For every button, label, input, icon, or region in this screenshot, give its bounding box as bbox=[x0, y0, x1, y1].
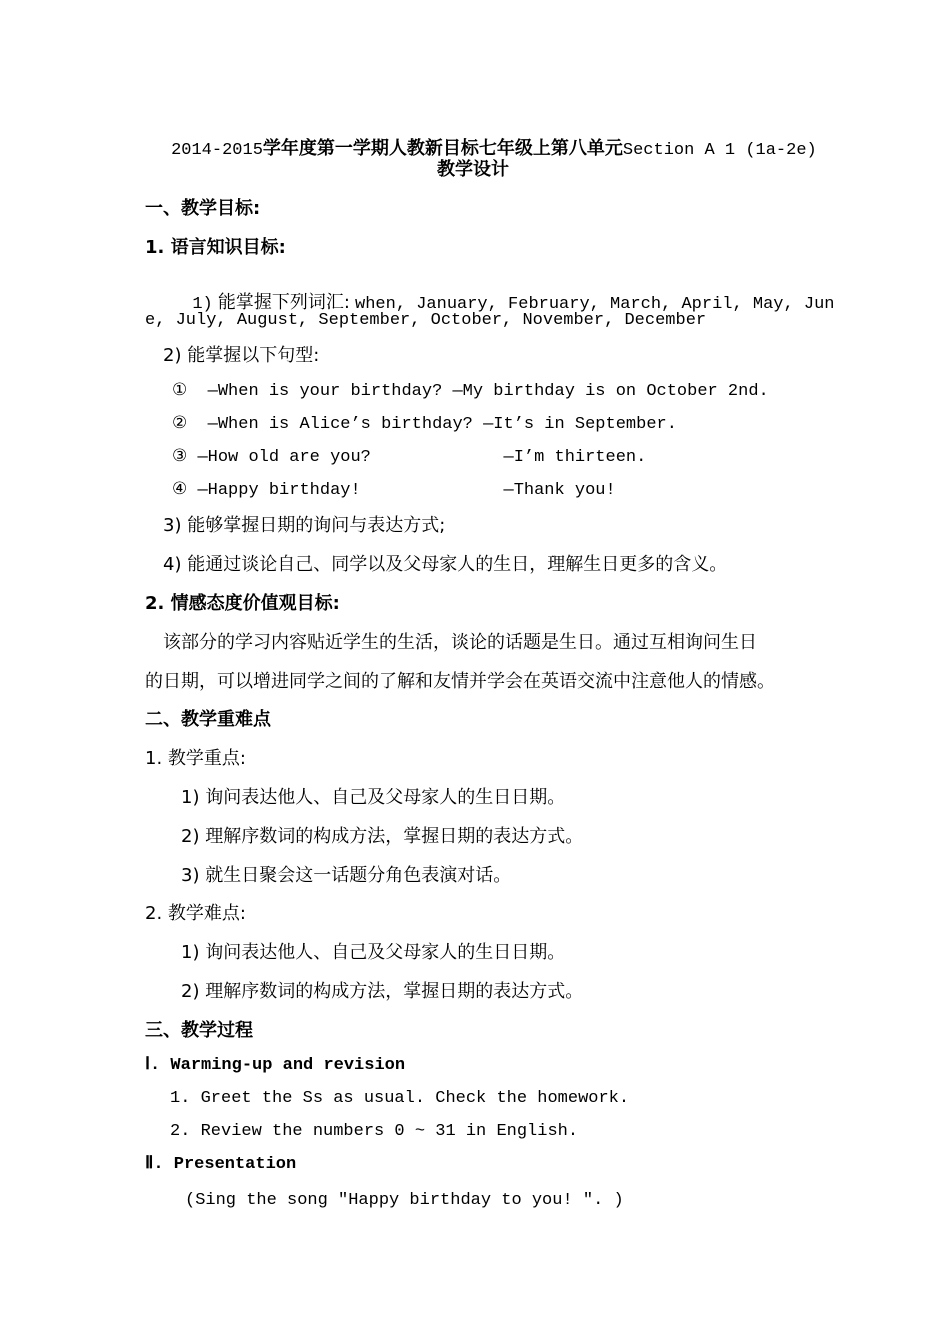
warmup-label: Ⅰ. Warming-up and revision bbox=[145, 1056, 406, 1075]
section-heading-objectives: 一、教学目标: bbox=[145, 198, 261, 219]
vocab-line-2: e, July, August, September, October, November, December bbox=[145, 311, 707, 330]
sentence-pattern-3: ③ —How old are you? —I’m thirteen. bbox=[172, 448, 647, 467]
key-point-1: 1) 询问表达他人、自己及父母家人的生日日期。 bbox=[181, 787, 566, 808]
presentation-song-line: (Sing the song "Happy birthday to you! ". ) bbox=[185, 1191, 624, 1210]
vocab-number: 1) bbox=[192, 295, 213, 314]
key-point-2: 2) 理解序数词的构成方法，掌握日期的表达方式。 bbox=[181, 826, 584, 847]
language-objectives-label: 1. 语言知识目标: bbox=[145, 237, 286, 258]
language-objective-3: 3) 能够掌握日期的询问与表达方式; bbox=[163, 515, 446, 536]
difficult-points-label: 2. 教学难点: bbox=[145, 903, 246, 924]
sentence-patterns-label: 2) 能掌握以下句型: bbox=[163, 345, 320, 366]
key-points-label: 1. 教学重点: bbox=[145, 748, 246, 769]
key-point-3: 3) 就生日聚会这一话题分角色表演对话。 bbox=[181, 865, 512, 886]
document-subtitle: 教学设计 bbox=[437, 159, 509, 180]
section-heading-key-points: 二、教学重难点 bbox=[145, 709, 271, 730]
emotion-text-line-2: 的日期，可以增进同学之间的了解和友情并学会在英语交流中注意他人的情感。 bbox=[145, 671, 775, 692]
difficult-point-1: 1) 询问表达他人、自己及父母家人的生日日期。 bbox=[181, 942, 566, 963]
emotion-objectives-label: 2. 情感态度价值观目标: bbox=[145, 593, 340, 614]
title-main: 学年度第一学期人教新目标七年级上第八单元 bbox=[262, 138, 623, 159]
sentence-pattern-4: ④ —Happy birthday! —Thank you! bbox=[172, 481, 616, 500]
warmup-step-2: 2. Review the numbers 0 ~ 31 in English. bbox=[170, 1122, 579, 1141]
vocab-words-1: when, January, February, March, April, May, Jun bbox=[355, 295, 835, 314]
emotion-text-line-1: 该部分的学习内容贴近学生的生活，谈论的话题是生日。通过互相询问生日 bbox=[163, 632, 757, 653]
presentation-label: Ⅱ. Presentation bbox=[145, 1155, 297, 1174]
warmup-step-1: 1. Greet the Ss as usual. Check the homework. bbox=[170, 1089, 630, 1108]
section-heading-process: 三、教学过程 bbox=[145, 1020, 253, 1041]
difficult-point-2: 2) 理解序数词的构成方法，掌握日期的表达方式。 bbox=[181, 981, 584, 1002]
title-section: Section A 1 (1a-2e) bbox=[622, 141, 817, 160]
vocab-label: 能掌握下列词汇: bbox=[217, 292, 350, 313]
language-objective-4: 4) 能通过谈论自己、同学以及父母家人的生日，理解生日更多的含义。 bbox=[163, 554, 728, 575]
sentence-pattern-2: ② —When is Alice’s birthday? —It’s in September. bbox=[172, 415, 677, 434]
sentence-pattern-1: ① —When is your birthday? —My birthday is on October 2nd. bbox=[172, 382, 769, 401]
title-year: 2014-2015 bbox=[171, 141, 263, 160]
